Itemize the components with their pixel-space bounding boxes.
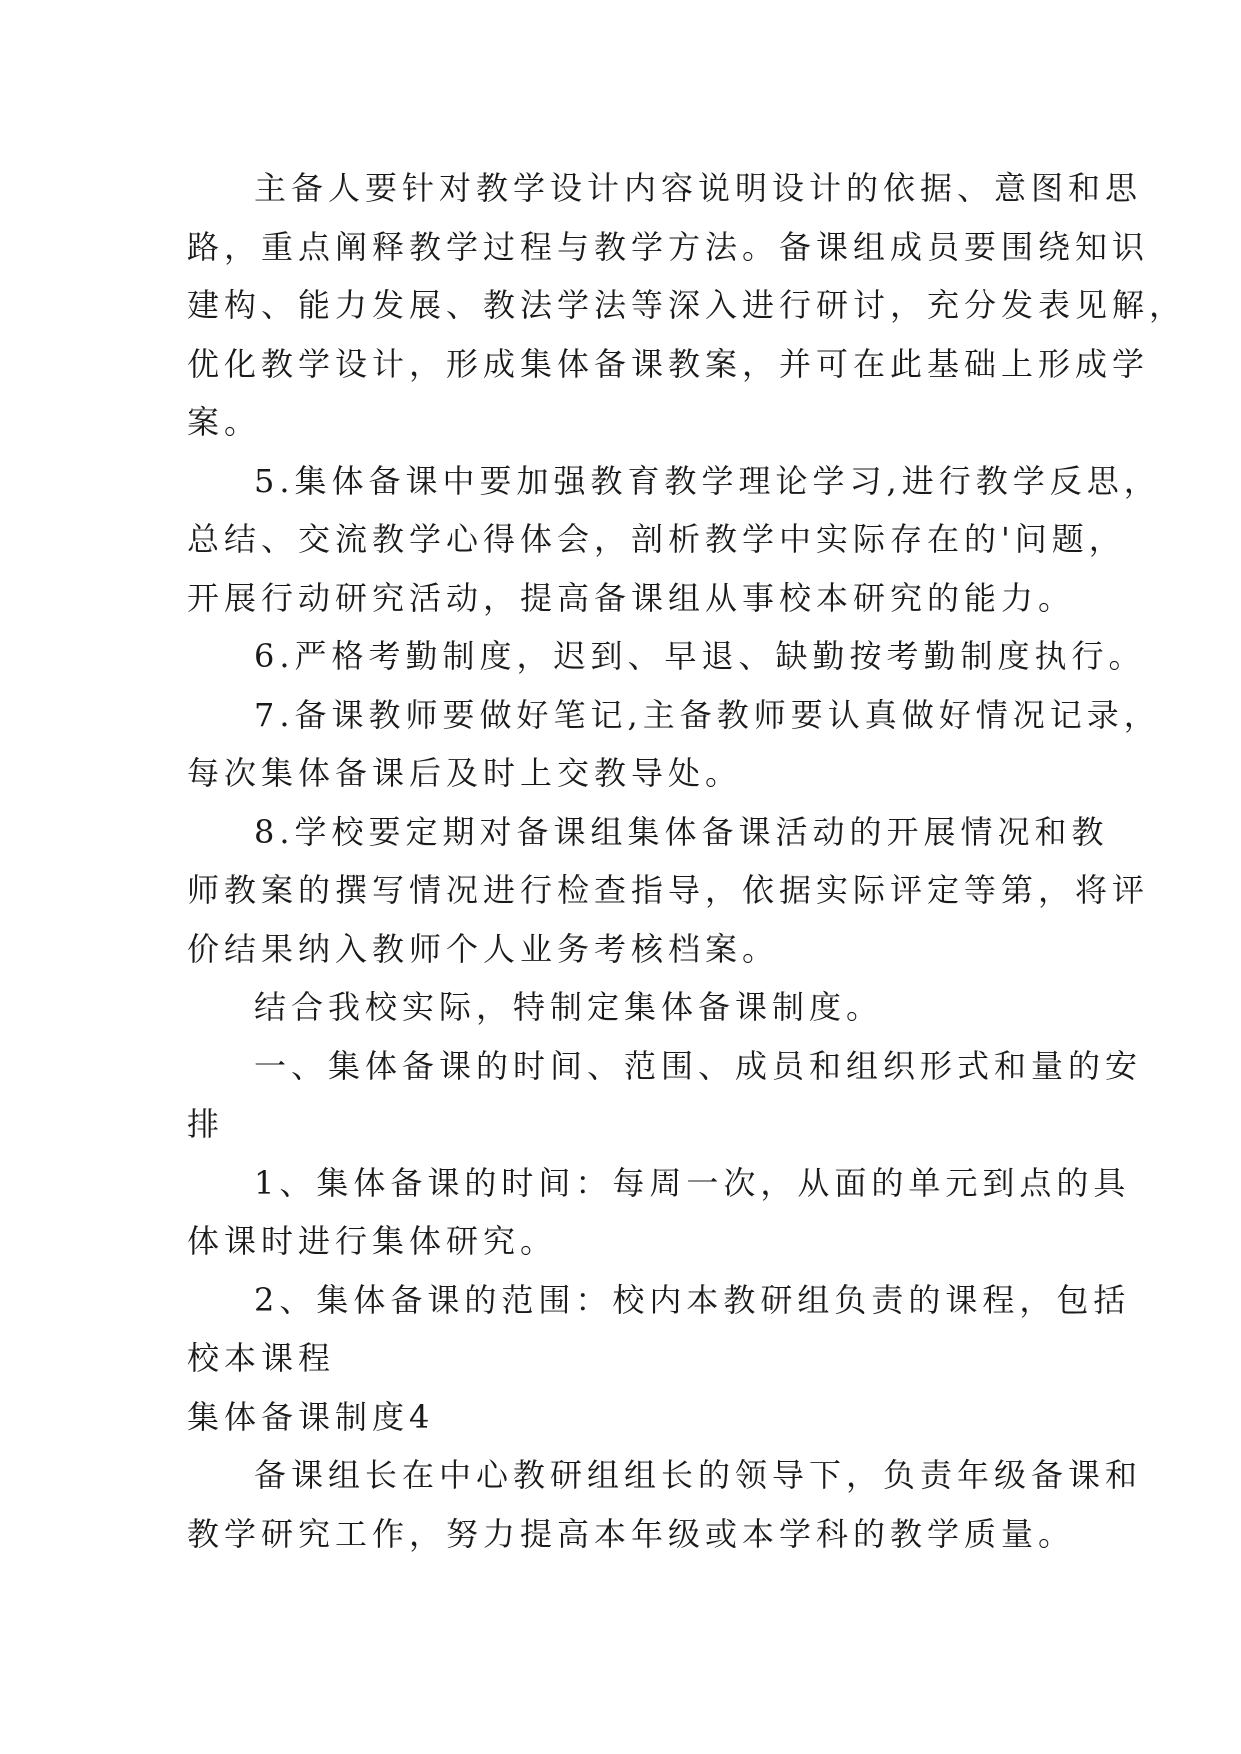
- text-line-18: 1、集体备课的时间：每周一次，从面的单元到点的具: [254, 1163, 1131, 1202]
- text-line-14: 价结果纳入教师个人业务考核档案。: [187, 929, 780, 968]
- text-line-8: 开展行动研究活动，提高备课组从事校本研究的能力。: [187, 578, 1076, 617]
- text-line-1: 主备人要针对教学设计内容说明设计的依据、意图和思: [254, 169, 1143, 207]
- text-line-4: 优化教学设计，形成集体备课教案，并可在此基础上形成学: [187, 344, 1150, 383]
- text-line-6: 5.集体备课中要加强教育教学理论学习,进行教学反思，: [254, 461, 1161, 500]
- text-line-16: 一、集体备课的时间、范围、成员和组织形式和量的安: [254, 1046, 1143, 1085]
- text-line-15: 结合我校实际，特制定集体备课制度。: [254, 988, 884, 1026]
- text-line-17: 排: [187, 1105, 225, 1143]
- text-line-12: 8.学校要定期对备课组集体备课活动的开展情况和教: [254, 812, 1109, 851]
- text-line-19: 体课时进行集体研究。: [187, 1222, 558, 1260]
- text-line-13: 师教案的撰写情况进行检查指导，依据实际评定等第，将评: [187, 871, 1150, 909]
- document-body: [187, 159, 1187, 1563]
- text-line-11: 每次集体备课后及时上交教导处。: [187, 754, 743, 792]
- section-heading: 集体备课制度4: [187, 1397, 435, 1436]
- text-line-21: 校本课程: [187, 1339, 336, 1377]
- text-line-7: 总结、交流教学心得体会，剖析教学中实际存在的'问题，: [187, 520, 1126, 558]
- text-line-5: 案。: [187, 403, 262, 441]
- text-line-23: 备课组长在中心教研组组长的领导下，负责年级备课和: [254, 1456, 1143, 1494]
- text-line-10: 7.备课教师要做好笔记,主备教师要认真做好情况记录，: [254, 695, 1161, 734]
- text-line-20: 2、集体备课的范围：校内本教研组负责的课程，包括: [254, 1280, 1131, 1319]
- text-line-24: 教学研究工作，努力提高本年级或本学科的教学质量。: [187, 1514, 1076, 1553]
- text-line-9: 6.严格考勤制度，迟到、早退、缺勤按考勤制度执行。: [254, 637, 1146, 675]
- text-line-2: 路，重点阐释教学过程与教学方法。备课组成员要围绕知识: [187, 227, 1150, 266]
- text-line-3: 建构、能力发展、教法学法等深入进行研讨，充分发表见解，: [187, 286, 1187, 324]
